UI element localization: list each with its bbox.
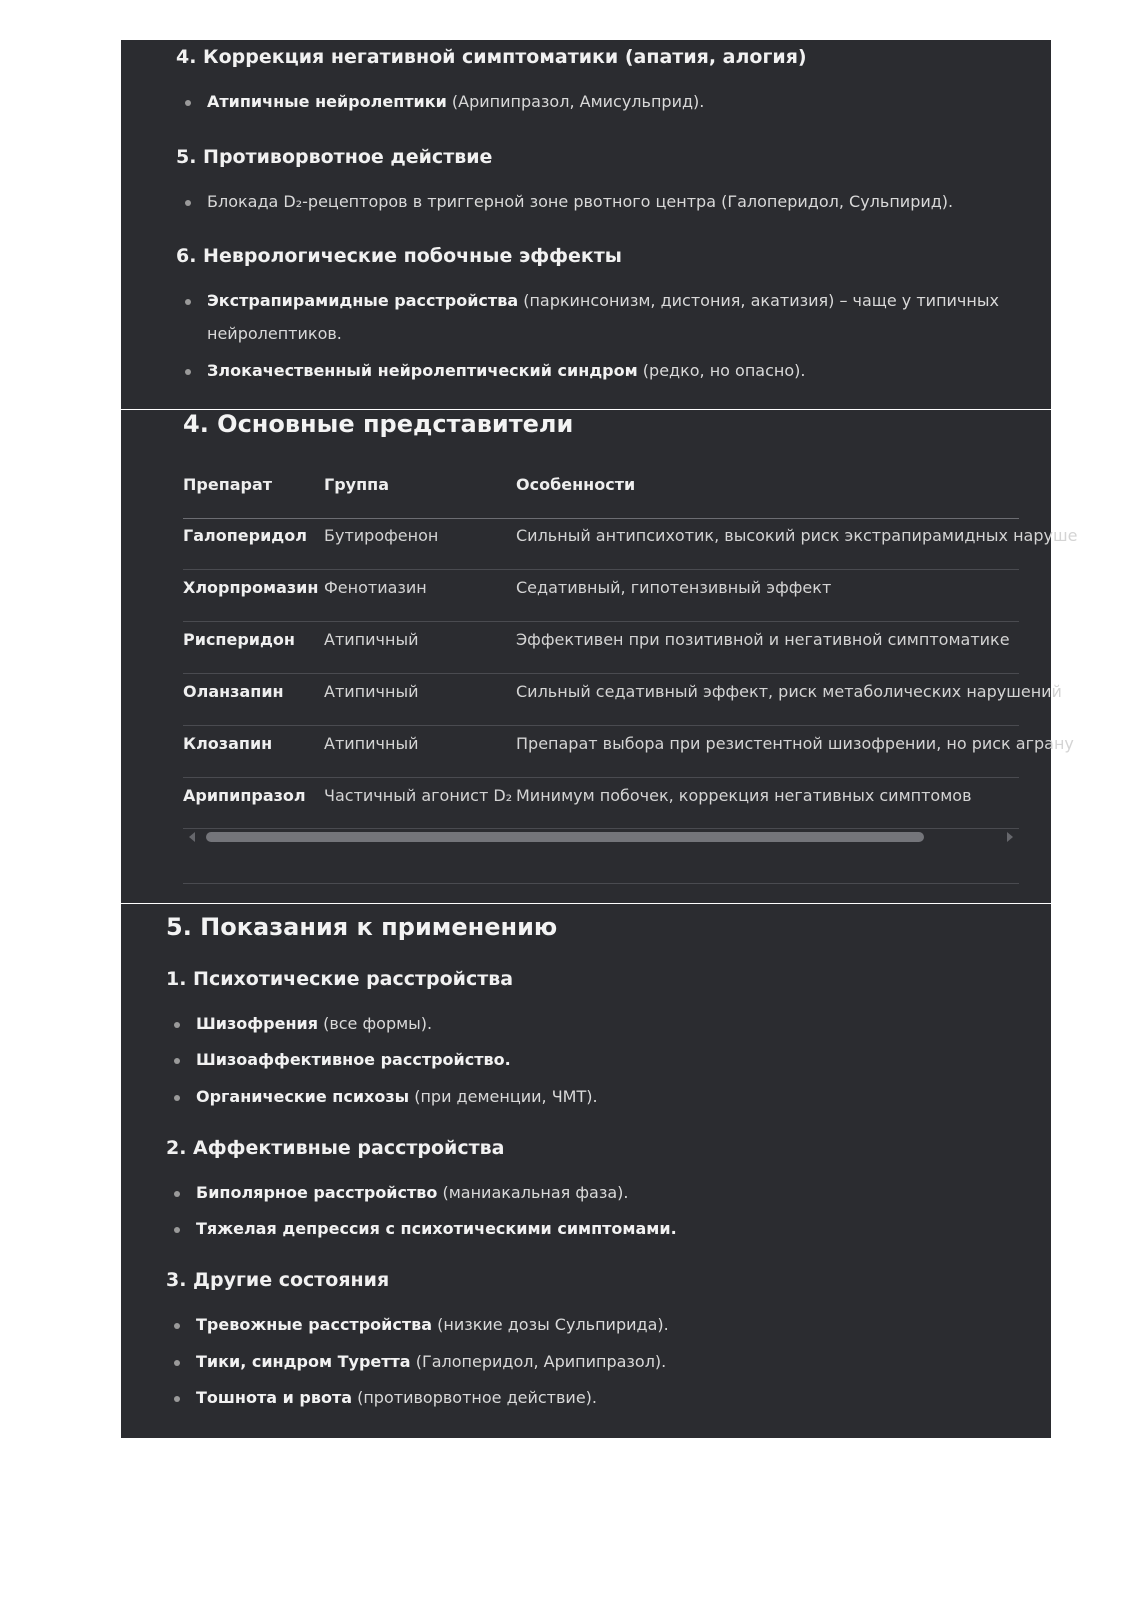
- subheading-negative-symptoms: 4. Коррекция негативной симптоматики (апатия, алогия): [176, 46, 807, 68]
- list-item-continuation: нейролептиков.: [207, 324, 342, 343]
- bullet-dot: [185, 299, 191, 305]
- table-cell-features: Препарат выбора при резистентной шизофрении, но риск аграну: [516, 734, 1074, 753]
- header-divider: [183, 518, 1019, 519]
- table-cell-drug: Арипипразол: [183, 786, 306, 805]
- table-cell-group: Бутирофенон: [324, 526, 439, 545]
- bullet-dot: [174, 1022, 180, 1028]
- scroll-right-arrow-icon[interactable]: [1007, 832, 1013, 842]
- table-cell-drug: Клозапин: [183, 734, 273, 753]
- table-bottom-divider: [183, 883, 1019, 884]
- subheading-neurological-effects: 6. Неврологические побочные эффекты: [176, 245, 622, 267]
- table-cell-features: Сильный седативный эффект, риск метаболических нарушений: [516, 682, 1062, 701]
- list-item: Тошнота и рвота (противорвотное действие).: [196, 1388, 597, 1407]
- subheading-antiemetic: 5. Противорвотное действие: [176, 146, 493, 168]
- panel-indications: [121, 904, 1051, 1438]
- list-item: Шизоаффективное расстройство.: [196, 1050, 511, 1069]
- row-divider: [183, 673, 1019, 674]
- list-item: Тревожные расстройства (низкие дозы Сульпирида).: [196, 1315, 669, 1334]
- table-cell-features: Сильный антипсихотик, высокий риск экстрапирамидных наруше: [516, 526, 1078, 545]
- table-cell-drug: Оланзапин: [183, 682, 284, 701]
- list-item: Экстрапирамидные расстройства (паркинсонизм, дистония, акатизия) – чаще у типичных: [207, 291, 999, 310]
- list-item: Злокачественный нейролептический синдром (редко, но опасно).: [207, 361, 806, 380]
- list-item: Атипичные нейролептики (Арипипразол, Амисульприд).: [207, 92, 705, 111]
- list-item: Биполярное расстройство (маниакальная фаза).: [196, 1183, 629, 1202]
- section-title-indications: 5. Показания к применению: [166, 913, 558, 941]
- table-cell-group: Атипичный: [324, 682, 419, 701]
- subheading-affective-disorders: 2. Аффективные расстройства: [166, 1137, 505, 1159]
- subheading-psychotic-disorders: 1. Психотические расстройства: [166, 968, 514, 990]
- bullet-dot: [174, 1058, 180, 1064]
- table-cell-group: Атипичный: [324, 734, 419, 753]
- list-item: Тики, синдром Туретта (Галоперидол, Арипипразол).: [196, 1352, 667, 1371]
- list-item: Органические психозы (при деменции, ЧМТ).: [196, 1087, 598, 1106]
- column-header-drug: Препарат: [183, 475, 273, 494]
- bullet-dot: [185, 200, 191, 206]
- list-item: Шизофрения (все формы).: [196, 1014, 433, 1033]
- section-title-representatives: 4. Основные представители: [183, 410, 574, 438]
- scrollbar-thumb[interactable]: [206, 832, 924, 842]
- table-cell-group: Частичный агонист D₂: [324, 786, 513, 805]
- list-item: Тяжелая депрессия с психотическими симптомами.: [196, 1219, 677, 1238]
- scroll-left-arrow-icon[interactable]: [189, 832, 195, 842]
- table-cell-group: Фенотиазин: [324, 578, 427, 597]
- row-divider: [183, 725, 1019, 726]
- panel-mechanism-effects: [121, 40, 1051, 409]
- row-divider: [183, 569, 1019, 570]
- table-cell-group: Атипичный: [324, 630, 419, 649]
- table-cell-drug: Галоперидол: [183, 526, 307, 545]
- bullet-dot: [174, 1227, 180, 1233]
- table-cell-drug: Хлорпромазин: [183, 578, 319, 597]
- row-divider: [183, 777, 1019, 778]
- table-horizontal-scrollbar[interactable]: [183, 828, 1019, 846]
- row-divider: [183, 621, 1019, 622]
- table-cell-drug: Рисперидон: [183, 630, 295, 649]
- bullet-dot: [185, 369, 191, 375]
- list-item: Блокада D₂-рецепторов в триггерной зоне рвотного центра (Галоперидол, Сульпирид).: [207, 192, 954, 211]
- bullet-dot: [174, 1360, 180, 1366]
- bullet-dot: [174, 1323, 180, 1329]
- bullet-dot: [174, 1095, 180, 1101]
- table-cell-features: Седативный, гипотензивный эффект: [516, 578, 832, 597]
- table-cell-features: Минимум побочек, коррекция негативных симптомов: [516, 786, 972, 805]
- column-header-features: Особенности: [516, 475, 636, 494]
- bullet-dot: [174, 1191, 180, 1197]
- bullet-dot: [185, 100, 191, 106]
- column-header-group: Группа: [324, 475, 389, 494]
- table-cell-features: Эффективен при позитивной и негативной симптоматике: [516, 630, 1010, 649]
- subheading-other-conditions: 3. Другие состояния: [166, 1269, 390, 1291]
- panel-representatives: [121, 410, 1078, 903]
- bullet-dot: [174, 1396, 180, 1402]
